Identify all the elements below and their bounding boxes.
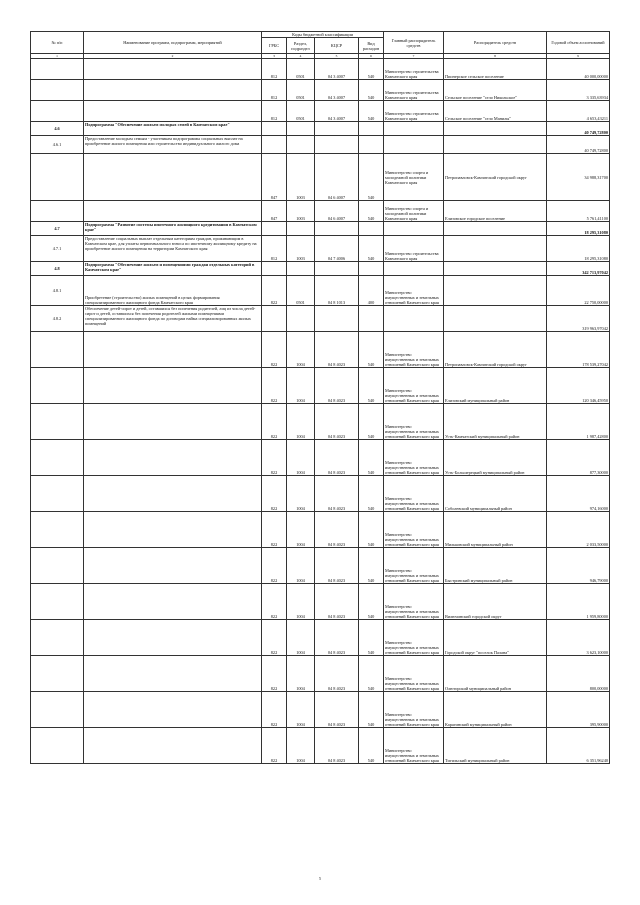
cell-grbs: 822 [262,368,287,404]
cell-ktsr: 04 8 4023 [315,404,359,440]
header-num: № п/п [31,32,84,54]
cell-grbs: 822 [262,276,287,306]
cell-amount: 319 963,97042 [547,306,610,332]
cell-vid: 540 [359,728,384,764]
cell-recipient: Мильковский муниципальный район [444,512,547,548]
page-number: 5 [319,876,321,881]
header-amount: Годовой объем ассигнований [547,32,610,54]
measure-text: Предоставление социальных выплат отдельным категориям граждан, проживающим в Камчатском крае, для уплаты первоначального взноса по ипотечному жилищному кредиту на приобретение жилого помещения на территории Камчатского края [84,236,262,262]
table-row [31,201,610,222]
cell-grbs: 812 [262,80,287,101]
cell-main: Министерство имущественных и земельных отношений Камчатского края [384,728,444,764]
cell-num: 4.7 [31,222,84,236]
table-row [31,440,610,476]
col-index: 4 [287,54,315,59]
table-row [31,584,610,620]
cell-vid: 540 [359,440,384,476]
cell-ktsr: 04 8 4023 [315,620,359,656]
table-row [31,512,610,548]
table-row [31,620,610,656]
cell-ktsr: 04 7 4006 [315,236,359,262]
cell-razdel: 1004 [287,404,315,440]
cell-main: Министерство имущественных и земельных отношений Камчатского края [384,276,444,306]
col-index: 7 [384,54,444,59]
cell-amount: 974,16000 [547,476,610,512]
cell-razdel: 1004 [287,728,315,764]
cell-razdel: 1003 [287,201,315,222]
cell-ktsr: 04 3 4007 [315,59,359,80]
cell-razdel: 1004 [287,512,315,548]
cell-vid: 540 [359,80,384,101]
cell-ktsr: 04 8 4023 [315,728,359,764]
cell-grbs: 822 [262,692,287,728]
cell-num: 4.6.1 [31,136,84,154]
cell-main: Министерство имущественных и земельных отношений Камчатского края [384,512,444,548]
subprogram-title: Подпрограмма "Развитие системы ипотечного жилищного кредитования в Камчатском крае" [84,222,262,236]
cell-razdel: 0501 [287,59,315,80]
cell-vid: 540 [359,548,384,584]
table-row [31,368,610,404]
cell-ktsr: 04 3 4007 [315,80,359,101]
cell-recipient: Елизовский муниципальный район [444,368,547,404]
cell-amount: 18 295,31080 [547,236,610,262]
cell-main: Министерство имущественных и земельных отношений Камчатского края [384,368,444,404]
cell-amount: 946,79000 [547,548,610,584]
cell-ktsr: 04 8 4023 [315,512,359,548]
cell-num: 4.8 [31,262,84,276]
cell-razdel: 1003 [287,236,315,262]
cell-recipient: Сельское поселение "село Никольское" [444,80,547,101]
cell-recipient: Пионерское сельское поселение [444,59,547,80]
cell-main: Министерство имущественных и земельных отношений Камчатского края [384,656,444,692]
cell-grbs: 822 [262,728,287,764]
cell-ktsr: 04 8 1013 [315,276,359,306]
cell-amount: 18 295,31080 [547,222,610,236]
cell-recipient: Карагинский муниципальный район [444,692,547,728]
cell-vid: 540 [359,404,384,440]
cell-amount: 4 653,43211 [547,101,610,122]
measure-row [31,306,610,332]
cell-recipient: Усть-Большерецкий муниципальный район [444,440,547,476]
cell-razdel: 1004 [287,548,315,584]
cell-grbs: 822 [262,620,287,656]
cell-razdel: 1004 [287,368,315,404]
cell-main: Министерство имущественных и земельных отношений Камчатского края [384,548,444,584]
cell-recipient: Петропавловск-Камчатский городской округ [444,154,547,201]
cell-razdel: 1004 [287,332,315,368]
cell-grbs: 822 [262,332,287,368]
cell-grbs: 822 [262,476,287,512]
cell-amount: 34 988,31700 [547,154,610,201]
cell-recipient: Вилючинский городской округ [444,584,547,620]
table-row [31,404,610,440]
cell-amount: 2 033,50000 [547,512,610,548]
subprogram-title: Подпрограмма "Обеспечение жильем молодых семей в Камчатском крае" [84,122,262,136]
cell-num: 4.7.1 [31,236,84,262]
cell-main: Министерство имущественных и земельных отношений Камчатского края [384,692,444,728]
table-header [31,32,610,59]
cell-ktsr: 04 3 4007 [315,101,359,122]
cell-amount: 342 713,97042 [547,262,610,276]
subprogram-title: Подпрограмма "Обеспечение жильем и помещениями граждан отдельных категорий в Камчатском крае" [84,262,262,276]
header-main: Главный распорядитель средств [384,32,444,54]
cell-recipient: Быстринский муниципальный район [444,548,547,584]
cell-amount: 1 987,42800 [547,404,610,440]
cell-amount: 877,30000 [547,440,610,476]
cell-razdel: 0501 [287,101,315,122]
cell-amount: 800,00000 [547,656,610,692]
cell-recipient: Олюторский муниципальный район [444,656,547,692]
table-row [31,154,610,201]
col-index: 3 [262,54,287,59]
cell-num: 4.8.2 [31,306,84,332]
cell-main: Министерство имущественных и земельных отношений Камчатского края [384,332,444,368]
cell-recipient: Соболевский муниципальный район [444,476,547,512]
cell-main: Министерство спорта и молодежной политики Камчатского края [384,201,444,222]
table-row [31,728,610,764]
col-index: 6 [359,54,384,59]
cell-vid: 540 [359,692,384,728]
budget-table-page [30,31,609,764]
cell-vid: 540 [359,620,384,656]
measure-row [31,236,610,262]
subprogram-row [31,122,610,136]
subprogram-row [31,222,610,236]
cell-vid: 540 [359,59,384,80]
cell-razdel: 1003 [287,154,315,201]
table-row [31,548,610,584]
subprogram-row [31,262,610,276]
cell-razdel: 1004 [287,584,315,620]
cell-razdel: 1004 [287,620,315,656]
cell-num: 4.6 [31,122,84,136]
table-row [31,101,610,122]
measure-row [31,136,610,154]
cell-ktsr: 04 8 4023 [315,332,359,368]
cell-amount: 22 750,00000 [547,276,610,306]
cell-ktsr: 04 8 4023 [315,476,359,512]
measure-text: Предоставление молодым семьям - участникам подпрограммы социальных выплат на приобретение жилого помещения или строительство индивидуального жилого дома [84,136,262,154]
cell-grbs: 812 [262,101,287,122]
cell-main: Министерство имущественных и земельных отношений Камчатского края [384,584,444,620]
cell-num: 4.8.1 [31,276,84,306]
cell-razdel: 1004 [287,476,315,512]
measure-text: Обеспечение детей-сирот и детей, оставшихся без попечения родителей, лиц из числа детей-сирот и детей, оставшихся без попечения родителей жилыми помещениями специализированного жилищного фонда по договорам найма специализированных жилых помещений [84,306,262,332]
cell-razdel: 0501 [287,276,315,306]
header-codes: Коды бюджетной классификации [262,32,384,38]
cell-amount: 3 335,63934 [547,80,610,101]
cell-ktsr: 04 8 4023 [315,656,359,692]
cell-razdel: 1004 [287,440,315,476]
cell-ktsr: 04 8 4023 [315,692,359,728]
cell-grbs: 847 [262,201,287,222]
cell-main: Министерство имущественных и земельных отношений Камчатского края [384,620,444,656]
table-row [31,80,610,101]
cell-main: Министерство строительства Камчатского края [384,59,444,80]
measure-row [31,276,610,306]
cell-ktsr: 04 8 4023 [315,584,359,620]
cell-amount: 40 749,72800 [547,122,610,136]
cell-grbs: 812 [262,236,287,262]
col-index: 5 [315,54,359,59]
header-vid: Вид расходов [359,38,384,54]
cell-recipient: Тигильский муниципальный район [444,728,547,764]
cell-vid: 540 [359,584,384,620]
budget-table [30,31,610,764]
col-index: 8 [444,54,547,59]
cell-amount: 1 959,80000 [547,584,610,620]
table-row [31,332,610,368]
table-row [31,59,610,80]
cell-recipient: Петропавловск-Камчатский городской округ [444,332,547,368]
cell-ktsr: 04 6 4007 [315,201,359,222]
header-name: Наименование программ, подпрограмм, мероприятий [84,32,262,54]
cell-vid: 400 [359,276,384,306]
col-index: 1 [31,54,84,59]
cell-razdel: 1004 [287,656,315,692]
cell-recipient: Сельское поселение "село Манилы" [444,101,547,122]
header-recipient: Распорядитель средств [444,32,547,54]
cell-main: Министерство строительства Камчатского края [384,80,444,101]
cell-razdel: 0501 [287,80,315,101]
cell-vid: 540 [359,101,384,122]
cell-vid: 540 [359,332,384,368]
table-row [31,656,610,692]
measure-text: Приобретение (строительство) жилых помещений в целях формирования специализированного жилищного фонда Камчатского края [84,276,262,306]
cell-vid: 540 [359,476,384,512]
cell-vid: 540 [359,154,384,201]
cell-grbs: 822 [262,548,287,584]
cell-ktsr: 04 6 4007 [315,154,359,201]
cell-amount: 120 346,45950 [547,368,610,404]
cell-main: Министерство спорта и молодежной политики Камчатского края [384,154,444,201]
cell-vid: 540 [359,512,384,548]
cell-vid: 540 [359,368,384,404]
cell-recipient: Елизовское городское поселение [444,201,547,222]
cell-amount: 395,90000 [547,692,610,728]
header-ktsr: КЦСР [315,38,359,54]
cell-grbs: 822 [262,512,287,548]
cell-ktsr: 04 8 4023 [315,368,359,404]
cell-recipient: Городской округ "поселок Палана" [444,620,547,656]
cell-main: Министерство имущественных и земельных отношений Камчатского края [384,440,444,476]
cell-main: Министерство имущественных и земельных отношений Камчатского края [384,476,444,512]
cell-grbs: 812 [262,59,287,80]
header-grbs: ГРБС [262,38,287,54]
cell-ktsr: 04 8 4023 [315,440,359,476]
cell-vid: 540 [359,201,384,222]
cell-amount: 178 539,27042 [547,332,610,368]
cell-grbs: 822 [262,584,287,620]
cell-grbs: 822 [262,404,287,440]
cell-vid: 540 [359,656,384,692]
cell-grbs: 822 [262,440,287,476]
cell-main: Министерство имущественных и земельных отношений Камчатского края [384,404,444,440]
col-index: 9 [547,54,610,59]
cell-recipient: Усть-Камчатский муниципальный район [444,404,547,440]
cell-amount: 3 623,10000 [547,620,610,656]
cell-grbs: 822 [262,656,287,692]
table-row [31,692,610,728]
cell-grbs: 847 [262,154,287,201]
cell-main: Министерство строительства Камчатского края [384,236,444,262]
cell-amount: 5 761,41100 [547,201,610,222]
header-razdel: Раздел, подраздел [287,38,315,54]
cell-razdel: 1004 [287,692,315,728]
cell-amount: 40 749,72800 [547,136,610,154]
cell-amount: 40 000,00000 [547,59,610,80]
cell-vid: 540 [359,236,384,262]
cell-ktsr: 04 8 4023 [315,548,359,584]
cell-main: Министерство строительства Камчатского края [384,101,444,122]
cell-amount: 6 351,96240 [547,728,610,764]
table-row [31,476,610,512]
col-index: 2 [84,54,262,59]
